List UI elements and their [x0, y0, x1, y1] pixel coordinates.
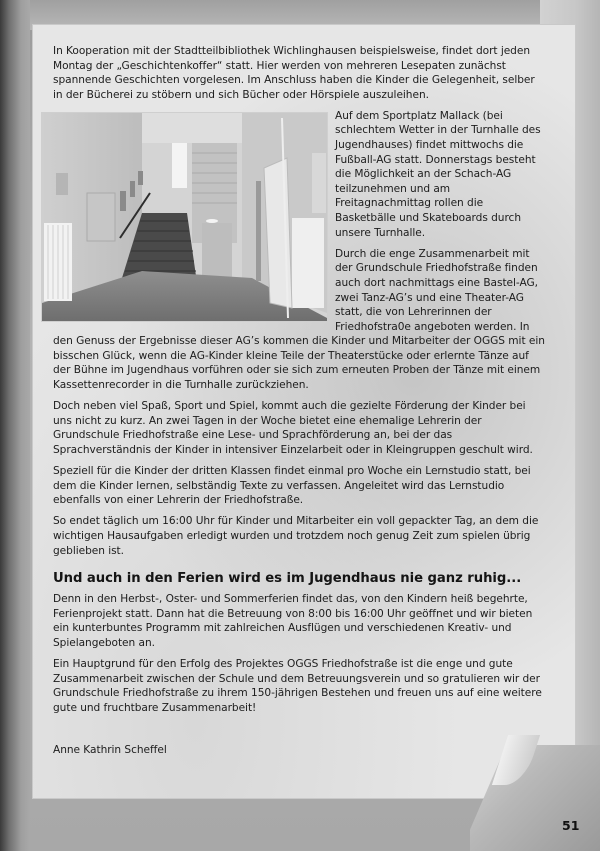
- article-body: [53, 44, 547, 764]
- page-number: 51: [562, 818, 580, 833]
- paragraph-day-end: So endet täglich um 16:00 Uhr für Kinder und Mitarbeiter ein voll gepackter Tag, an dem die wichtigen Hausaufgaben erledigt wurden und trotzdem noch genug Zeit zum spielen übrig geblieben ist.: [53, 515, 539, 557]
- author-signature: Anne Kathrin Scheffel: [53, 744, 167, 757]
- paragraph-cooperation: Durch die enge Zusammenarbeit mit der Grundschule Friedhofstraße finden auch dort nachmittags eine Bastel-AG, zwei Tanz-AG’s und eine Theater-AG statt, die von Lehrerinnen der Friedhofstra0e angeboten werden. In den Genuss der Ergebnisse dieser AG’s kommen die Kinder und Mitarbeiter der OGGS mit ein bisschen Glück, wenn die AG-Kinder kleine Teile der Theaterstücke oder erlernte Tänze auf der Bühne im Jugendhaus vorführen oder sie sich zum erneuten Proben der Tänze mit einem Kassettenrecorder in die Turnhalle zurückziehen.: [53, 247, 545, 392]
- paragraph-library: In Kooperation mit der Stadtteilbibliothek Wichlinghausen beispielsweise, findet dort jeden Montag der „Geschichtenkoffer“ statt. Hier werden von mehreren Lesepaten zunächst spannende Geschichten vorgelesen. Im Anschluss haben die Kinder die Gelegenheit, selber in der Bücherei zu stöbern und sich Bücher oder Hörspiele auszuleihen.: [53, 45, 535, 101]
- paragraph-sports: Auf dem Sportplatz Mallack (bei schlechtem Wetter in der Turnhalle des Jugendhauses) findet mittwochs die Fußball-AG statt. Donnerstags besteht die Möglichkeit an der Schach-AG teilzunehmen und am Freitagnachmittag rollen die Basketbälle und Skateboards durch unsere Turnhalle.: [335, 109, 541, 239]
- paragraph-lernstudio: Speziell für die Kinder der dritten Klassen findet einmal pro Woche ein Lernstudio statt, bei dem die Kinder lernen, selbständig Texte zu verfassen. Angeleitet wird das Lernstudio ebenfalls von einer Lehrerin der Friedhofstraße.: [53, 465, 531, 507]
- paragraph-holidays: Denn in den Herbst-, Oster- und Sommerferien findet das, von den Kindern heiß begehrte, Ferienprojekt statt. Dann hat die Betreuung von 8:00 bis 16:00 Uhr geöffnet und wir bieten ein kunterbuntes Programm mit zahlreichen Ausflügen und verschiedenen Kreativ- und Spielangeboten an.: [53, 593, 533, 649]
- book-spine-shadow: [0, 0, 30, 851]
- paragraph-conclusion: Ein Hauptgrund für den Erfolg des Projektes OGGS Friedhofstraße ist die enge und gute Zusammenarbeit zwischen der Schule und dem Betreuungsverein und so gratulieren wir der Grundschule Friedhofstraße zu ihrem 150-jährigen Bestehen und freuen uns auf eine weitere gute und fruchtbare Zusammenarbeit!: [53, 657, 542, 714]
- paragraph-support: Doch neben viel Spaß, Sport und Spiel, kommt auch die gezielte Förderung der Kinder bei uns nicht zu kurz. An zwei Tagen in der Woche bietet eine ehemalige Lehrerin der Grundschule Friedhofstraße eine Lese- und Sprachförderung an, bei der das Sprachverständnis der Kinder in intensiver Einzelarbeit oder in Kleingruppen geschult wird.: [53, 400, 533, 456]
- hallway-photo-illustration: [42, 113, 327, 321]
- section-headline: Und auch in den Ferien wird es im Jugendhaus nie ganz ruhig...: [53, 571, 522, 587]
- hallway-photo: [41, 112, 328, 322]
